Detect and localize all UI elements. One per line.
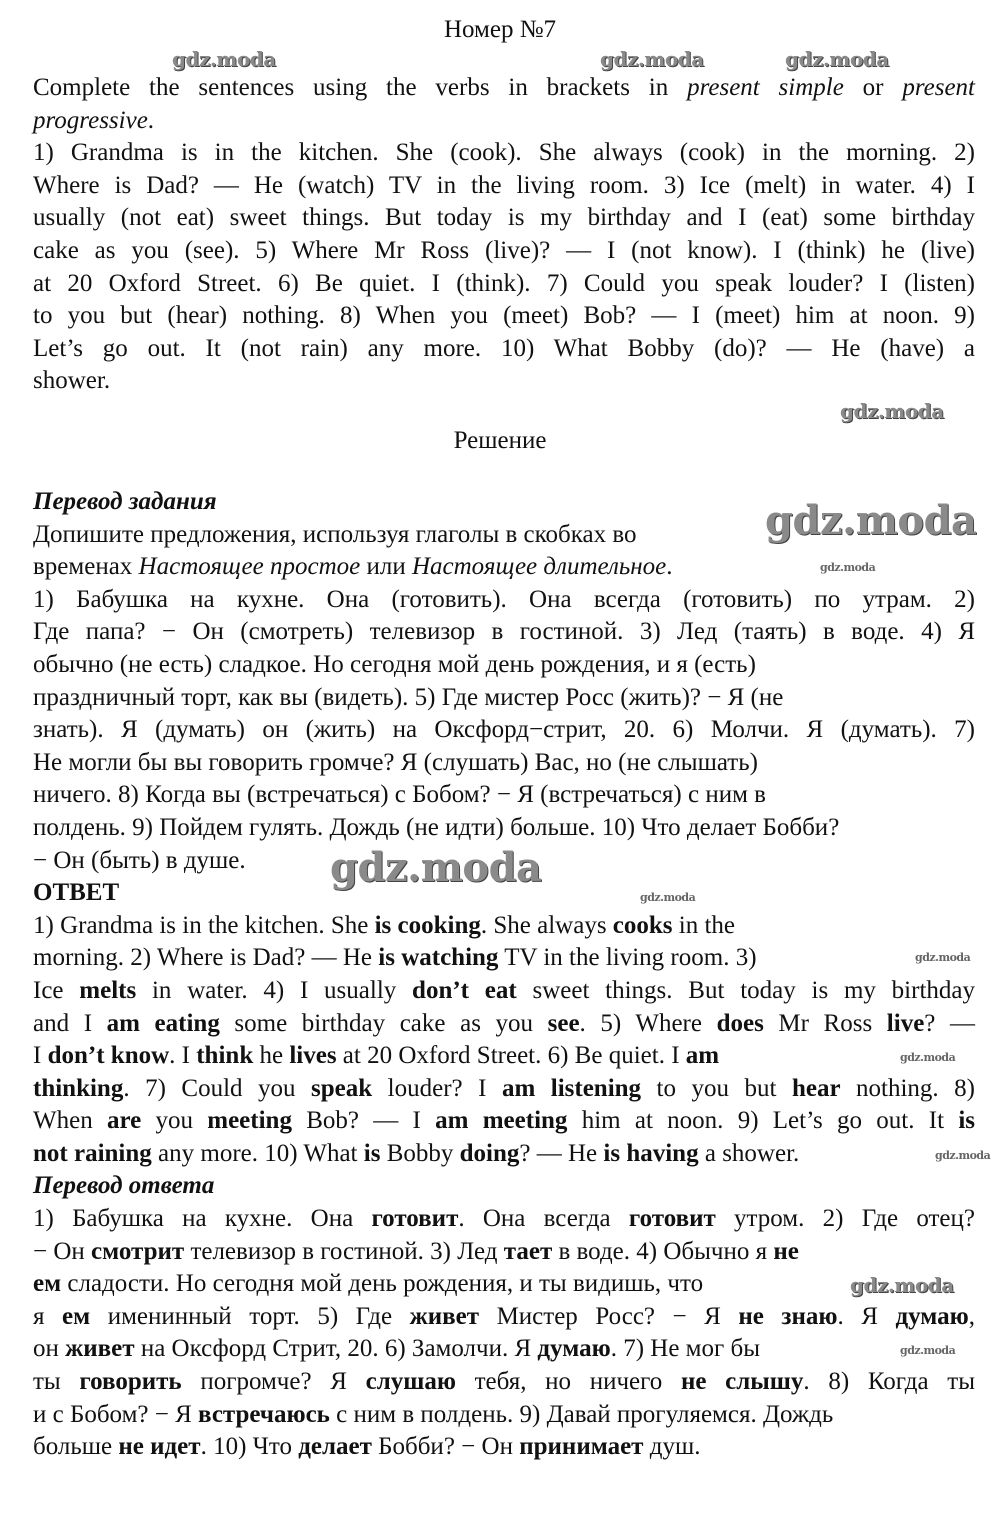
bold-text: ОТВЕТ — [33, 879, 120, 907]
italic-text: present — [902, 74, 975, 101]
text-segment: morning. 2) Where is Dad? — He — [33, 944, 379, 972]
solution-heading: Решение — [453, 427, 547, 454]
text-line — [33, 1236, 799, 1269]
text-segment: обычно (не есть) сладкое. Но сегодня мой день рождения, и я (есть) — [33, 650, 756, 678]
text-line — [33, 519, 636, 552]
bold-text: am — [685, 1042, 720, 1070]
italic-text: Настоящее длительное — [411, 553, 667, 581]
text-segment: или — [360, 553, 412, 581]
text-segment: с ним в полдень. 9) Давай прогуляемся. Дождь — [329, 1400, 834, 1428]
text-segment: nothing. 8) — [840, 1074, 976, 1102]
bold-text: живет — [65, 1335, 135, 1363]
text-segment: Ice — [33, 976, 80, 1004]
bold-text: see — [547, 1009, 580, 1037]
bold-text: is having — [603, 1139, 699, 1167]
text-line — [33, 1105, 975, 1138]
text-line — [33, 551, 673, 584]
bold-text: думаю — [895, 1302, 969, 1330]
text-line — [33, 1008, 975, 1041]
text-segment: any more. 10) What — [151, 1139, 364, 1167]
italic-text: Настоящее простое — [138, 553, 361, 581]
text-segment: Бобби? − Он — [371, 1433, 520, 1461]
bold-text: не знаю — [738, 1302, 838, 1330]
text-segment: 1) Grandma is in the kitchen. She — [33, 911, 375, 939]
watermark: gdz.moda — [820, 561, 876, 574]
text-line — [33, 1268, 703, 1301]
text-segment: ? — — [924, 1009, 975, 1037]
text-line — [33, 714, 975, 747]
text-segment: Complete the sentences using the verbs in brackets in — [33, 74, 688, 101]
text-segment: я — [33, 1302, 63, 1330]
text-segment: usually (not eat) sweet things. But today is my birthday and I (eat) some birthday — [33, 204, 975, 232]
text-segment: at 20 Oxford Street. 6) Be quiet. I (think). 7) Could you speak louder? I (listen) — [33, 269, 975, 297]
bold-text: живет — [409, 1302, 480, 1330]
text-segment: Bobby — [380, 1139, 460, 1167]
text-segment: − Он — [33, 1237, 92, 1265]
bold-text: принимает — [519, 1433, 644, 1461]
bold-text: am listening — [501, 1074, 642, 1102]
text-segment: louder? I — [372, 1074, 502, 1102]
bold-text: готовит — [371, 1205, 459, 1233]
text-segment: , — [968, 1302, 976, 1330]
text-segment: в воде. 4) Обычно я — [552, 1237, 774, 1265]
bold-text: смотрит — [91, 1237, 185, 1265]
text-segment: телевизор в гостиной. 3) Лед — [184, 1237, 504, 1265]
watermark: gdz.moda — [330, 844, 542, 891]
watermark: gdz.moda — [640, 891, 696, 904]
text-segment: to you but — [641, 1074, 792, 1102]
text-segment: . 5) Where — [579, 1009, 717, 1037]
text-segment: at 20 Oxford Street. 6) Be quiet. I — [336, 1042, 686, 1070]
bold-text: слушаю — [365, 1368, 456, 1396]
text-segment: . Я — [837, 1302, 896, 1330]
text-segment: Где папа? − Он (смотреть) телевизор в гостиной. 3) Лед (таять) в воде. 4) Я — [33, 618, 975, 646]
bold-text: are — [106, 1107, 142, 1135]
text-segment: и с Бобом? − Я — [33, 1400, 199, 1428]
text-segment: in the — [672, 911, 736, 939]
text-line — [33, 1399, 833, 1432]
text-line — [33, 845, 246, 878]
text-segment: shower. — [33, 367, 111, 395]
text-segment: ничего. 8) Когда вы (встречаться) с Бобом? − Я (встречаться) с ним в — [33, 781, 766, 809]
bold-text: is cooking — [374, 911, 481, 939]
text-line — [33, 584, 975, 617]
page-title: Номер №7 — [443, 16, 557, 43]
text-segment: in water. 4) I usually — [136, 976, 413, 1004]
bold-text: don’t know — [47, 1042, 170, 1070]
bold-text: thinking — [33, 1074, 124, 1102]
bold-text: тает — [503, 1237, 553, 1265]
text-segment: знать). Я (думать) он (жить) на Оксфорд−стрит, 20. 6) Молчи. Я (думать). 7) — [33, 716, 975, 744]
bold-text: not raining — [33, 1139, 152, 1167]
text-line — [33, 682, 783, 715]
text-line — [33, 300, 975, 333]
watermark: gdz.moda — [850, 1273, 954, 1297]
bold-text: lives — [289, 1042, 337, 1070]
text-line — [33, 72, 975, 105]
bold-text: не идет — [118, 1433, 201, 1461]
bold-text: don’t eat — [412, 976, 517, 1004]
text-segment: I — [33, 1042, 48, 1070]
watermark: gdz.moda — [785, 47, 889, 71]
italic-text: progressive — [33, 106, 148, 134]
bold-text: melts — [79, 976, 137, 1004]
text-segment: a shower. — [698, 1139, 800, 1167]
text-segment: . I — [169, 1042, 197, 1070]
bold-text: meeting — [207, 1107, 292, 1135]
text-segment: утром. 2) Где отец? — [715, 1205, 975, 1233]
text-segment: 1) Бабушка на кухне. Она — [33, 1205, 372, 1233]
text-line — [33, 1431, 700, 1464]
text-segment: − Он (быть) в душе. — [33, 846, 246, 874]
text-segment: Bob? — I — [291, 1107, 436, 1135]
text-segment: some birthday cake as you — [219, 1009, 548, 1037]
text-line — [33, 1333, 760, 1366]
text-segment: . — [147, 106, 155, 134]
bold-text: говорить — [79, 1368, 182, 1396]
text-line — [33, 170, 975, 203]
text-segment: полдень. 9) Пойдем гулять. Дождь (не идти) больше. 10) Что делает Бобби? — [33, 813, 840, 841]
task-text — [33, 72, 975, 398]
text-line — [33, 202, 975, 235]
bold-text: think — [196, 1042, 254, 1070]
text-line — [33, 649, 756, 682]
watermark: gdz.moda — [840, 399, 944, 423]
italic-text: present simple — [687, 74, 844, 101]
text-line — [33, 910, 735, 943]
text-segment: 1) Grandma is in the kitchen. She (cook). She always (cook) in the morning. 2) — [33, 139, 975, 167]
text-segment: Let’s go out. It (not rain) any more. 10) What Bobby (do)? — He (have) a — [33, 334, 975, 362]
text-line — [33, 1138, 799, 1171]
text-line — [33, 486, 217, 519]
text-segment: Mr Ross — [763, 1009, 887, 1037]
text-line — [33, 1301, 975, 1334]
text-line — [33, 779, 766, 812]
text-segment: Where is Dad? — He (watch) TV in the living room. 3) Ice (melt) in water. 4) I — [33, 171, 975, 199]
text-line — [33, 616, 975, 649]
text-segment: . 10) Что — [200, 1433, 299, 1461]
text-segment: Мистер Росс? − Я — [479, 1302, 739, 1330]
bold-text: встречаюсь — [198, 1400, 330, 1428]
text-segment: . — [666, 553, 673, 581]
bold-text: не — [773, 1237, 799, 1265]
text-segment: cake as you (see). 5) Where Mr Ross (live)? — I (not know). I (think) he (live) — [33, 236, 975, 264]
text-segment: he — [253, 1042, 290, 1070]
text-segment: праздничный торт, как вы (видеть). 5) Где мистер Росс (жить)? − Я (не — [33, 683, 784, 711]
text-segment: тебя, но ничего — [455, 1368, 681, 1396]
text-segment: you — [141, 1107, 208, 1135]
bold-text: готовит — [628, 1205, 716, 1233]
text-segment: . She always — [480, 911, 613, 939]
bold-text: делает — [298, 1433, 372, 1461]
text-segment: When — [33, 1107, 107, 1135]
text-segment: . 7) Could you — [123, 1074, 312, 1102]
text-line — [33, 942, 757, 975]
text-line — [33, 235, 975, 268]
text-segment: . Она всегда — [458, 1205, 629, 1233]
text-segment: . 8) Когда ты — [803, 1368, 975, 1396]
section-heading: Перевод задания — [33, 488, 217, 515]
watermark: gdz.moda — [900, 1344, 956, 1357]
text-segment: душ. — [643, 1433, 701, 1461]
watermark: gdz.moda — [900, 1051, 956, 1064]
text-line — [33, 1203, 975, 1236]
watermark: gdz.moda — [765, 497, 977, 544]
text-segment: sweet things. But today is my birthday — [516, 976, 975, 1004]
watermark: gdz.moda — [172, 47, 276, 71]
text-segment: Не могли бы вы говорить громче? Я (слушать) Вас, но (не слышать) — [33, 748, 758, 776]
text-line — [33, 812, 839, 845]
solution-text — [33, 486, 975, 1464]
bold-text: is watching — [378, 944, 499, 972]
bold-text: is — [958, 1107, 975, 1135]
text-line — [33, 1170, 214, 1203]
bold-text: ем — [33, 1270, 62, 1298]
text-line — [33, 1366, 975, 1399]
text-segment: сладости. Но сегодня мой день рождения, и ты видишь, что — [61, 1270, 704, 1298]
watermark: gdz.moda — [600, 47, 704, 71]
bold-text: am meeting — [435, 1107, 568, 1135]
text-line — [33, 1073, 975, 1106]
text-segment: or — [843, 74, 903, 101]
bold-text: am eating — [106, 1009, 220, 1037]
bold-text: cooks — [612, 911, 673, 939]
text-line — [33, 1040, 719, 1073]
text-line — [33, 333, 975, 366]
bold-text: думаю — [537, 1335, 611, 1363]
section-heading: Перевод ответа — [33, 1172, 215, 1200]
text-segment: он — [33, 1335, 66, 1363]
bold-text: doing — [459, 1139, 520, 1167]
text-line — [33, 137, 975, 170]
bold-text: hear — [791, 1074, 841, 1102]
watermark: gdz.moda — [935, 1149, 991, 1162]
bold-text: speak — [311, 1074, 373, 1102]
text-segment: временах — [33, 553, 139, 581]
text-line — [33, 268, 975, 301]
text-segment: Допишите предложения, используя глаголы в скобках во — [33, 520, 637, 548]
text-line — [33, 877, 119, 910]
bold-text: is — [363, 1139, 381, 1167]
text-line — [33, 747, 758, 780]
text-segment: 1) Бабушка на кухне. Она (готовить). Она всегда (готовить) по утрам. 2) — [33, 585, 975, 613]
bold-text: live — [886, 1009, 925, 1037]
watermark: gdz.moda — [915, 951, 971, 964]
bold-text: ем — [62, 1302, 91, 1330]
text-segment: именинный торт. 5) Где — [90, 1302, 410, 1330]
text-segment: and I — [33, 1009, 107, 1037]
text-line — [33, 105, 154, 138]
text-segment: больше — [33, 1433, 119, 1461]
text-segment: him at noon. 9) Let’s go out. It — [567, 1107, 959, 1135]
text-segment: погромче? Я — [181, 1368, 366, 1396]
text-segment: ты — [33, 1368, 80, 1396]
text-line — [33, 365, 110, 398]
bold-text: does — [716, 1009, 764, 1037]
text-line — [33, 975, 975, 1008]
bold-text: не слышу — [680, 1368, 804, 1396]
text-segment: TV in the living room. 3) — [498, 944, 757, 972]
text-segment: . 7) Не мог бы — [610, 1335, 761, 1363]
text-segment: ? — He — [519, 1139, 604, 1167]
text-segment: to you but (hear) nothing. 8) When you (meet) Bob? — I (meet) him at noon. 9) — [33, 302, 975, 330]
text-segment: на Оксфорд Стрит, 20. 6) Замолчи. Я — [134, 1335, 538, 1363]
